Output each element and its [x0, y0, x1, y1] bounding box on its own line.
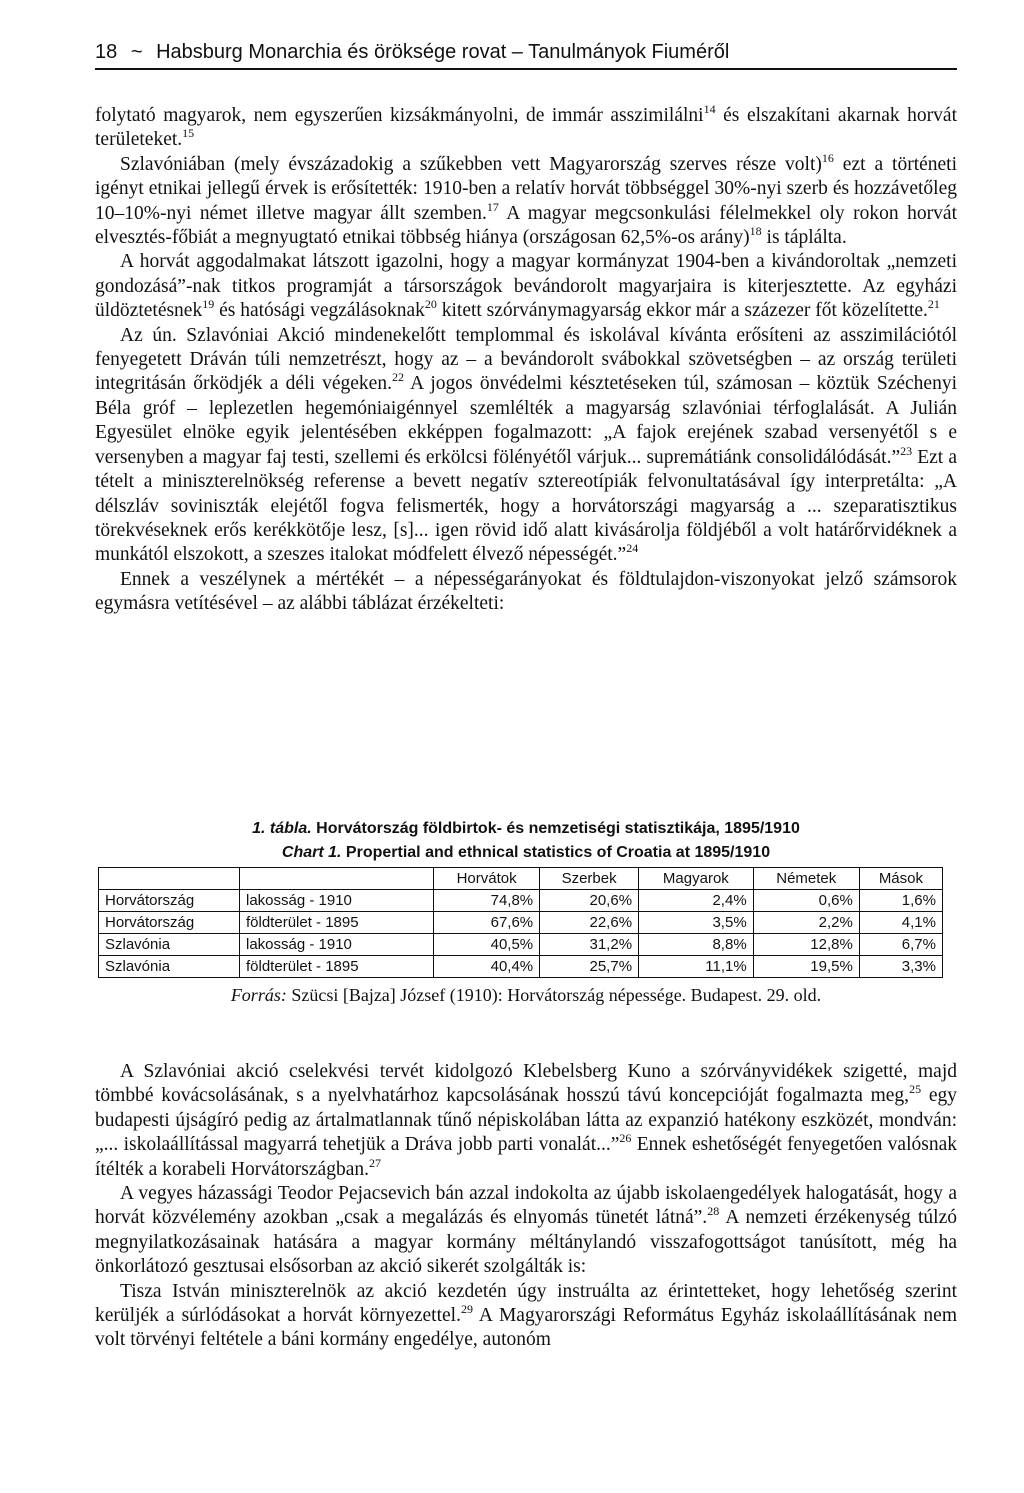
table-cell: 3,5%: [639, 912, 754, 934]
footnote-ref[interactable]: 20: [424, 297, 437, 312]
table-cell: Horvátország: [99, 912, 240, 934]
footnote-ref[interactable]: 21: [927, 297, 940, 312]
paragraph: [95, 104, 957, 153]
table-cell: 4,1%: [859, 912, 942, 934]
footnote-ref[interactable]: 18: [749, 224, 762, 239]
table-caption-en-text: Propertial and ethnical statistics of Croatia at 1895/1910: [341, 844, 771, 861]
table-header-cell: Magyarok: [639, 868, 754, 890]
text-run: kitett szórványmagyarság ekkor már a százezer főt közelítette.: [436, 300, 928, 322]
table-cell: 25,7%: [540, 956, 639, 978]
text-run: Az ún. Szlavóniai Akció mindenekelőtt templommal és iskolával kívánta erősíteni az asszimilációtól fenyegetett Dráván túli nemzetrészt, hogy az – a bevándorolt svábokkal szövetségben – az ország területi integritásán őrködjék a déli végeken.: [95, 324, 957, 395]
body-text-bottom: [95, 1060, 957, 1353]
table-cell: földterület - 1895: [240, 912, 434, 934]
table-caption-hu-label: 1. tábla.: [252, 820, 312, 837]
running-head: [95, 40, 957, 70]
text-run: Szlavóniában (mely évszázadokig a szűkebben vett Magyarország szerves része volt): [120, 153, 822, 175]
footnote-ref[interactable]: 27: [368, 1155, 381, 1170]
footnote-ref[interactable]: 25: [909, 1082, 922, 1097]
text-run: ezt a történeti igényt etnikai jellegű érvek is erősítették: 1910-ben a relatív horvát többséggel 30%-nyi szerb és hozzávetőleg 10–10%-nyi német illetve magyar állt szemben.: [95, 153, 958, 224]
body-text-top: [95, 104, 957, 617]
table-cell: 0,6%: [753, 890, 859, 912]
text-run: A vegyes házassági Teodor Pejacsevich bán azzal indokolta az újabb iskolaengedélyek halogatását, hogy a horvát közvélemény azokban „csak a megalázás és elnyomás tünetét látná”.: [95, 1183, 957, 1229]
table-cell: lakosság - 1910: [240, 890, 434, 912]
table-caption-hu: [95, 817, 957, 841]
text-run: A jogos önvédelmi késztetéseken túl, számosan – köztük Széchenyi Béla gróf – leplezetlen hegemóniaigénnyel szemlélték a magyarság szlavóniai térfoglalását. A Julián Egyesület elnöke egyik jelentésében ekképpen fogalmazott: „A fajok erejének szabad versenyétől s e versenyben a magyar faj testi, szellemi és erkölcsi fölényétől várjuk... supremátiánk consolidálódását.”: [95, 373, 957, 468]
text-run: Ezt a tételt a miniszterelnökség referense a bevett negatív sztereotípiák felvonultatásával így interpretálta: „A délszláv soviniszták elejétől fogva felismerték, hogy a horvátországi magyarság a ... szeparatisztikus törekvéseknek erős kerékkötője lesz, [s]... igen rövid idő alatt kivásárolja földjéből a volt határőrvidéknek a munkától elszokott, a szeszes italokat módfelett élvező népességét.”: [95, 446, 957, 566]
text-run: A Szlavóniai akció cselekvési tervét kidolgozó Klebelsberg Kuno a szórványvidékek szigetté, majd tömbbé kovácsolásának, s a nyelvhatárhoz kapcsolásának hosszú távú koncepcióját fogalmazta meg,: [95, 1061, 957, 1107]
footnote-ref[interactable]: 26: [619, 1131, 632, 1146]
table-caption-en-label: Chart 1.: [281, 844, 342, 861]
text-run: Ennek a veszélynek a mértékét – a népességarányokat és földtulajdon-viszonyokat jelző számsorok egymásra vetítésével – az alábbi táblázat érzékelteti:: [95, 568, 957, 615]
table-cell: 8,8%: [639, 934, 754, 956]
table-cell: földterület - 1895: [240, 956, 434, 978]
text-run: A nemzeti érzékenység túlzó megnyilatkozásainak hatására a magyar kormány méltánylandó visszafogottságot tanúsított, még ha önkorlátozó gesztusai elsősorban az akció sikerét szolgálták is:: [95, 1207, 957, 1278]
paragraph: [95, 250, 957, 323]
table-header-cell: Mások: [859, 868, 942, 890]
text-run: A horvát aggodalmakat látszott igazolni, hogy a magyar kormányzat 1904-ben a kivándoroltak „nemzeti gondozásá”-nak titkos programját a társországok bevándorolt magyarjaira is kiterjesztette. Az egyházi üldöztetésnek: [95, 251, 957, 322]
table-cell: Szlavónia: [99, 934, 240, 956]
footnote-ref[interactable]: 23: [900, 443, 913, 458]
table-cell: 31,2%: [540, 934, 639, 956]
table-cell: 40,4%: [434, 956, 540, 978]
text-run: is táplálta.: [761, 227, 847, 249]
paragraph: [95, 150, 958, 251]
footnote-ref[interactable]: 22: [391, 370, 404, 385]
table-header-cell: Németek: [753, 868, 859, 890]
footnote-ref[interactable]: 28: [707, 1204, 720, 1219]
table-cell: Horvátország: [99, 890, 240, 912]
table-cell: 40,5%: [434, 934, 540, 956]
paragraph: [95, 568, 957, 617]
table-cell: 2,2%: [753, 912, 859, 934]
table-header-cell: Horvátok: [434, 868, 540, 890]
table-cell: 19,5%: [753, 956, 859, 978]
paragraph: [95, 1182, 957, 1280]
table-header-cell: [99, 868, 240, 890]
text-run: A magyar megcsonkulási félelmekkel oly rokon horvát elvesztés-főbiát a megnyugtató etnikai többség hiánya (országosan 62,5%-os arány): [95, 202, 958, 249]
footnote-ref[interactable]: 19: [202, 297, 215, 312]
table-cell: 20,6%: [540, 890, 639, 912]
text-run: folytató magyarok, nem egyszerűen kizsákmányolni, de immár asszimilálni: [95, 105, 704, 126]
table-source-text: Szücsi [Bajza] József (1910): Horvátország népessége. Budapest. 29. old.: [286, 985, 822, 1005]
footnote-ref[interactable]: 15: [182, 126, 195, 141]
table-cell: 74,8%: [434, 890, 540, 912]
header-separator: ~: [130, 41, 143, 63]
table-cell: 3,3%: [859, 956, 942, 978]
text-run: A Magyarországi Református Egyház iskolaállításának nem volt törvényi feltétele a báni kormány engedélye, autonóm: [95, 1305, 957, 1351]
table-cell: 11,1%: [639, 956, 754, 978]
paragraph: [95, 324, 957, 568]
text-run: és hatósági vegzálásoknak: [214, 300, 425, 322]
page-number: 18: [95, 41, 118, 63]
table-cell: 67,6%: [434, 912, 540, 934]
statistics-table: [98, 867, 943, 978]
table-cell: 6,7%: [859, 934, 942, 956]
table-cell: 2,4%: [639, 890, 754, 912]
table-cell: Szlavónia: [99, 956, 240, 978]
table-caption-hu-text: Horvátország földbirtok- és nemzetiségi statisztikája, 1895/1910: [311, 820, 800, 837]
paragraph: [95, 1060, 957, 1182]
table-header-row: [99, 868, 943, 890]
table-cell: lakosság - 1910: [240, 934, 434, 956]
footnote-ref[interactable]: 14: [703, 102, 716, 116]
footnote-ref[interactable]: 17: [486, 199, 499, 214]
paragraph: [95, 1280, 957, 1353]
table-header-cell: [240, 868, 434, 890]
text-run: Tisza István miniszterelnök az akció kezdetén úgy instruálta az érintetteket, hogy lehetőség szerint kerüljék a súrlódásokat a horvát környezettel.: [95, 1280, 957, 1327]
section-title: Habsburg Monarchia és öröksége rovat – Tanulmányok Fiuméről: [156, 41, 730, 63]
table-cell: 1,6%: [859, 890, 942, 912]
footnote-ref[interactable]: 29: [460, 1302, 473, 1317]
table-cell: 12,8%: [753, 934, 859, 956]
table-header-cell: Szerbek: [540, 868, 639, 890]
text-run: és elszakítani akarnak horvát területeket.: [95, 105, 957, 151]
table-row: [99, 934, 943, 956]
footnote-ref[interactable]: 16: [821, 150, 834, 165]
text-run: egy budapesti újságíró pedig az ártalmatlannak tűnő népiskolában látta az expanzió hatékony eszközét, mondván: „... iskolaállítással magyarrá tehetjük a Dráva jobb parti vonalát...”: [95, 1085, 957, 1156]
table-row: [99, 912, 943, 934]
table-source: [95, 982, 957, 1008]
table-block: [95, 817, 957, 1008]
table-row: [99, 956, 943, 978]
table-caption-en: [95, 841, 957, 865]
text-run: Ennek eshetőségét fenyegetően valósnak ítélték a korabeli Horvátországban.: [95, 1134, 957, 1180]
table-source-label: Forrás:: [230, 985, 287, 1005]
table-row: [99, 890, 943, 912]
table-cell: 22,6%: [540, 912, 639, 934]
footnote-ref[interactable]: 24: [626, 541, 639, 556]
